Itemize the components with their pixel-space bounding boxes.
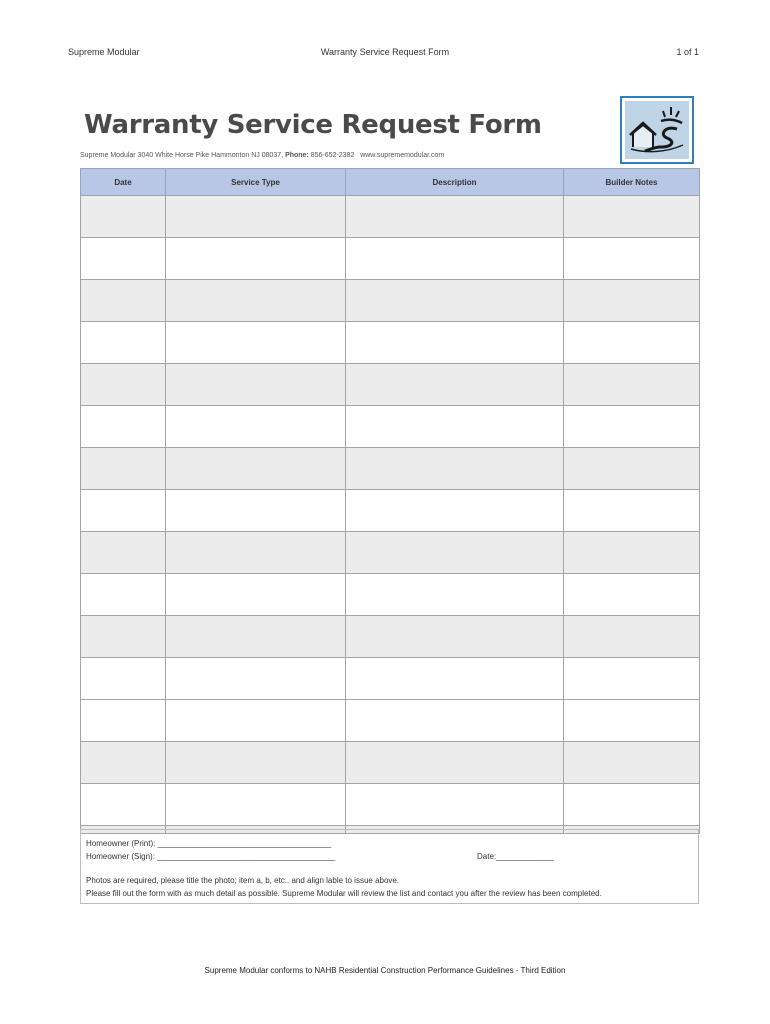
- header-page-number: 1 of 1: [676, 47, 699, 57]
- service-type-cell[interactable]: [166, 532, 346, 574]
- date-cell[interactable]: [81, 448, 166, 490]
- form-title: Warranty Service Request Form: [84, 110, 542, 140]
- builder-notes-cell[interactable]: [564, 700, 700, 742]
- service-type-cell[interactable]: [166, 784, 346, 826]
- builder-notes-cell[interactable]: [564, 490, 700, 532]
- description-cell[interactable]: [346, 532, 564, 574]
- description-cell[interactable]: [346, 196, 564, 238]
- service-type-cell[interactable]: [166, 196, 346, 238]
- table-row: [81, 742, 700, 784]
- table-row: [81, 406, 700, 448]
- description-cell[interactable]: [346, 700, 564, 742]
- builder-notes-cell[interactable]: [564, 196, 700, 238]
- builder-notes-cell[interactable]: [564, 364, 700, 406]
- date-cell[interactable]: [81, 574, 166, 616]
- table-row: [81, 700, 700, 742]
- description-cell[interactable]: [346, 784, 564, 826]
- builder-notes-cell[interactable]: [564, 238, 700, 280]
- date-cell[interactable]: [81, 280, 166, 322]
- builder-notes-cell[interactable]: [564, 784, 700, 826]
- description-cell[interactable]: [346, 364, 564, 406]
- service-type-cell[interactable]: [166, 364, 346, 406]
- service-type-cell[interactable]: [166, 238, 346, 280]
- table-row: [81, 280, 700, 322]
- date-cell[interactable]: [81, 532, 166, 574]
- service-type-cell[interactable]: [166, 490, 346, 532]
- service-type-cell[interactable]: [166, 322, 346, 364]
- house-sun-logo-icon: [620, 96, 694, 164]
- table-row: [81, 616, 700, 658]
- header-company-name: Supreme Modular: [68, 47, 140, 57]
- date-cell[interactable]: [81, 364, 166, 406]
- description-cell[interactable]: [346, 406, 564, 448]
- column-header-date: Date: [81, 169, 166, 196]
- date-cell[interactable]: [81, 658, 166, 700]
- date-cell[interactable]: [81, 322, 166, 364]
- table-row: [81, 784, 700, 826]
- table-row: [81, 448, 700, 490]
- service-type-cell[interactable]: [166, 406, 346, 448]
- performance-guidelines-note: Supreme Modular conforms to NAHB Residential Construction Performance Guidelines - Third Edition: [204, 966, 566, 975]
- company-address-line: [80, 152, 444, 159]
- service-type-cell[interactable]: [166, 280, 346, 322]
- detail-instruction: Please fill out the form with as much detail as possible. Supreme Modular will review the list and contact you after the review has been completed.: [86, 889, 602, 898]
- homeowner-sign-field[interactable]: Homeowner (Sign): ________________________________________: [86, 852, 336, 861]
- phone-number: 856-652-2382: [310, 152, 355, 159]
- description-cell[interactable]: [346, 490, 564, 532]
- table-row: [81, 532, 700, 574]
- date-cell[interactable]: [81, 490, 166, 532]
- column-header-builder-notes: Builder Notes: [564, 169, 700, 196]
- photos-instruction: Photos are required, please title the photo; item a, b, etc.. and align lable to issue above.: [86, 876, 400, 885]
- builder-notes-cell[interactable]: [564, 406, 700, 448]
- date-field[interactable]: Date:_____________: [477, 852, 554, 861]
- description-cell[interactable]: [346, 742, 564, 784]
- builder-notes-cell[interactable]: [564, 280, 700, 322]
- table-row: [81, 490, 700, 532]
- date-cell[interactable]: [81, 700, 166, 742]
- service-type-cell[interactable]: [166, 616, 346, 658]
- description-cell[interactable]: [346, 616, 564, 658]
- description-cell[interactable]: [346, 280, 564, 322]
- service-type-cell[interactable]: [166, 574, 346, 616]
- builder-notes-cell[interactable]: [564, 742, 700, 784]
- running-header: [0, 47, 770, 61]
- service-request-table: [80, 168, 700, 834]
- builder-notes-cell[interactable]: [564, 322, 700, 364]
- description-cell[interactable]: [346, 574, 564, 616]
- description-cell[interactable]: [346, 238, 564, 280]
- date-cell[interactable]: [81, 196, 166, 238]
- service-type-cell[interactable]: [166, 700, 346, 742]
- logo-background: [625, 101, 689, 159]
- table-row: [81, 364, 700, 406]
- website-link[interactable]: www.suprememodular.com: [360, 152, 445, 159]
- homeowner-signature-section: [80, 829, 699, 904]
- table-row: [81, 658, 700, 700]
- service-type-cell[interactable]: [166, 658, 346, 700]
- date-cell[interactable]: [81, 406, 166, 448]
- date-cell[interactable]: [81, 742, 166, 784]
- builder-notes-cell[interactable]: [564, 574, 700, 616]
- column-header-description: Description: [346, 169, 564, 196]
- header-document-title: Warranty Service Request Form: [320, 47, 450, 57]
- company-address: Supreme Modular 3040 White Horse Pike Hammonton NJ 08037,: [80, 152, 284, 159]
- date-cell[interactable]: [81, 616, 166, 658]
- logo-graphic: [625, 101, 689, 159]
- builder-notes-cell[interactable]: [564, 448, 700, 490]
- table-row: [81, 574, 700, 616]
- builder-notes-cell[interactable]: [564, 532, 700, 574]
- date-cell[interactable]: [81, 238, 166, 280]
- description-cell[interactable]: [346, 448, 564, 490]
- column-header-service-type: Service Type: [166, 169, 346, 196]
- table-row: [81, 238, 700, 280]
- builder-notes-cell[interactable]: [564, 616, 700, 658]
- table-row: [81, 322, 700, 364]
- description-cell[interactable]: [346, 322, 564, 364]
- service-type-cell[interactable]: [166, 742, 346, 784]
- table-row: [81, 196, 700, 238]
- service-type-cell[interactable]: [166, 448, 346, 490]
- phone-label: Phone:: [285, 152, 309, 159]
- builder-notes-cell[interactable]: [564, 658, 700, 700]
- table-header-row: [81, 169, 700, 196]
- date-cell[interactable]: [81, 784, 166, 826]
- description-cell[interactable]: [346, 658, 564, 700]
- homeowner-print-field[interactable]: Homeowner (Print): _______________________________________: [86, 839, 332, 848]
